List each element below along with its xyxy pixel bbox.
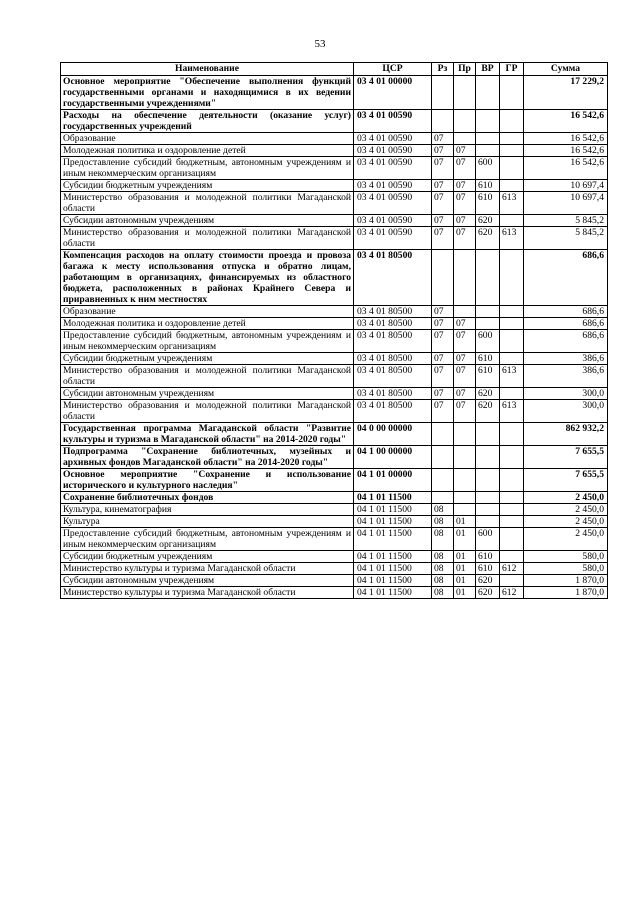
cell-sum: 7 655,5 — [524, 469, 608, 492]
cell-sum: 10 697,4 — [524, 180, 608, 192]
cell-gr — [500, 76, 524, 110]
table-row — [61, 388, 608, 400]
table-header-row — [61, 63, 608, 76]
cell-gr — [500, 551, 524, 563]
cell-pr — [454, 306, 476, 318]
cell-rz: 07 — [432, 388, 454, 400]
cell-gr — [500, 145, 524, 157]
cell-vr — [476, 306, 500, 318]
table-row — [61, 563, 608, 575]
cell-gr — [500, 446, 524, 469]
cell-csr: 03 4 01 80500 — [354, 306, 432, 318]
cell-gr — [500, 469, 524, 492]
cell-csr: 04 1 00 00000 — [354, 446, 432, 469]
cell-vr: 620 — [476, 575, 500, 587]
table-row — [61, 400, 608, 423]
cell-gr — [500, 318, 524, 330]
cell-rz: 08 — [432, 516, 454, 528]
table-row — [61, 180, 608, 192]
cell-vr: 620 — [476, 400, 500, 423]
cell-vr: 610 — [476, 563, 500, 575]
cell-vr — [476, 133, 500, 145]
cell-rz — [432, 423, 454, 446]
cell-csr: 03 4 01 80500 — [354, 330, 432, 353]
cell-name: Культура — [61, 516, 354, 528]
cell-name: Основное мероприятие "Обеспечение выполнения функций государственными органами и находящимися в их ведении государственными учреждениями" — [61, 76, 354, 110]
header-gr: ГР — [500, 63, 524, 76]
cell-sum: 5 845,2 — [524, 227, 608, 250]
cell-rz: 08 — [432, 575, 454, 587]
cell-name: Компенсация расходов на оплату стоимости проезда и провоза багажа к месту использования отпуска и обратно лицам, работающим в организациях, финансируемых из областного бюджета, расположенных в районах Крайнего Севера и приравненных к ним местностях — [61, 250, 354, 306]
cell-csr: 03 4 01 80500 — [354, 318, 432, 330]
header-name: Наименование — [61, 63, 354, 76]
cell-csr: 04 1 01 11500 — [354, 516, 432, 528]
cell-sum: 2 450,0 — [524, 516, 608, 528]
cell-csr: 03 4 01 80500 — [354, 250, 432, 306]
cell-sum: 300,0 — [524, 388, 608, 400]
cell-rz — [432, 110, 454, 133]
table-row — [61, 365, 608, 388]
cell-gr — [500, 353, 524, 365]
cell-sum: 386,6 — [524, 353, 608, 365]
cell-csr: 03 4 01 80500 — [354, 353, 432, 365]
cell-gr — [500, 306, 524, 318]
cell-name: Культура, кинематография — [61, 504, 354, 516]
cell-pr — [454, 110, 476, 133]
cell-sum: 580,0 — [524, 551, 608, 563]
table-row — [61, 110, 608, 133]
cell-sum: 580,0 — [524, 563, 608, 575]
cell-gr: 613 — [500, 227, 524, 250]
cell-csr: 03 4 01 80500 — [354, 388, 432, 400]
cell-name: Подпрограмма "Сохранение библиотечных, музейных и архивных фондов Магаданской области" на 2014-2020 годы" — [61, 446, 354, 469]
budget-table — [60, 62, 608, 599]
cell-pr: 07 — [454, 145, 476, 157]
cell-name: Министерство образования и молодежной политики Магаданской области — [61, 400, 354, 423]
cell-csr: 04 1 01 11500 — [354, 528, 432, 551]
cell-sum: 7 655,5 — [524, 446, 608, 469]
cell-sum: 16 542,6 — [524, 145, 608, 157]
table-row — [61, 492, 608, 504]
cell-sum: 686,6 — [524, 306, 608, 318]
cell-sum: 1 870,0 — [524, 587, 608, 599]
cell-gr: 612 — [500, 587, 524, 599]
cell-vr: 600 — [476, 528, 500, 551]
cell-rz — [432, 250, 454, 306]
cell-pr: 07 — [454, 157, 476, 180]
cell-csr: 04 1 01 11500 — [354, 587, 432, 599]
cell-vr: 610 — [476, 353, 500, 365]
cell-sum: 16 542,6 — [524, 110, 608, 133]
cell-pr — [454, 76, 476, 110]
table-row — [61, 227, 608, 250]
cell-rz: 07 — [432, 133, 454, 145]
cell-gr — [500, 516, 524, 528]
cell-name: Сохранение библиотечных фондов — [61, 492, 354, 504]
table-row — [61, 250, 608, 306]
table-row — [61, 446, 608, 469]
header-csr: ЦСР — [354, 63, 432, 76]
cell-csr: 04 1 01 00000 — [354, 469, 432, 492]
table-row — [61, 192, 608, 215]
cell-csr: 03 4 01 80500 — [354, 400, 432, 423]
cell-pr — [454, 446, 476, 469]
cell-gr — [500, 423, 524, 446]
cell-gr — [500, 180, 524, 192]
cell-csr: 03 4 01 00590 — [354, 180, 432, 192]
cell-gr — [500, 110, 524, 133]
cell-sum: 2 450,0 — [524, 528, 608, 551]
table-row — [61, 587, 608, 599]
cell-pr: 07 — [454, 365, 476, 388]
cell-name: Субсидии бюджетным учреждениям — [61, 551, 354, 563]
cell-rz: 07 — [432, 157, 454, 180]
cell-vr — [476, 250, 500, 306]
cell-gr — [500, 492, 524, 504]
cell-vr — [476, 469, 500, 492]
cell-name: Министерство культуры и туризма Магаданской области — [61, 587, 354, 599]
cell-pr: 01 — [454, 587, 476, 599]
cell-rz: 08 — [432, 563, 454, 575]
cell-gr: 613 — [500, 192, 524, 215]
cell-pr: 07 — [454, 330, 476, 353]
cell-rz: 08 — [432, 587, 454, 599]
cell-pr: 07 — [454, 353, 476, 365]
table-row — [61, 76, 608, 110]
cell-rz: 08 — [432, 528, 454, 551]
cell-name: Субсидии автономным учреждениям — [61, 575, 354, 587]
table-row — [61, 516, 608, 528]
cell-gr — [500, 330, 524, 353]
table-row — [61, 353, 608, 365]
cell-rz — [432, 469, 454, 492]
cell-vr — [476, 145, 500, 157]
cell-pr — [454, 492, 476, 504]
table-row — [61, 318, 608, 330]
cell-name: Субсидии бюджетным учреждениям — [61, 180, 354, 192]
cell-vr — [476, 318, 500, 330]
cell-name: Субсидии автономным учреждениям — [61, 388, 354, 400]
cell-rz: 07 — [432, 353, 454, 365]
cell-csr: 03 4 01 00590 — [354, 227, 432, 250]
table-row — [61, 423, 608, 446]
cell-name: Субсидии бюджетным учреждениям — [61, 353, 354, 365]
cell-vr — [476, 492, 500, 504]
cell-sum: 686,6 — [524, 330, 608, 353]
cell-vr: 610 — [476, 551, 500, 563]
cell-rz: 07 — [432, 318, 454, 330]
cell-rz: 07 — [432, 227, 454, 250]
cell-name: Министерство культуры и туризма Магаданской области — [61, 563, 354, 575]
cell-pr: 07 — [454, 180, 476, 192]
cell-csr: 04 1 01 11500 — [354, 575, 432, 587]
cell-vr: 620 — [476, 587, 500, 599]
cell-vr — [476, 110, 500, 133]
cell-rz — [432, 492, 454, 504]
cell-vr — [476, 423, 500, 446]
cell-vr — [476, 504, 500, 516]
header-pr: Пр — [454, 63, 476, 76]
cell-vr: 620 — [476, 388, 500, 400]
cell-rz: 07 — [432, 145, 454, 157]
cell-vr — [476, 516, 500, 528]
cell-name: Молодежная политика и оздоровление детей — [61, 318, 354, 330]
cell-csr: 03 4 01 00590 — [354, 133, 432, 145]
cell-csr: 03 4 01 00590 — [354, 192, 432, 215]
table-row — [61, 551, 608, 563]
cell-gr — [500, 388, 524, 400]
cell-sum: 10 697,4 — [524, 192, 608, 215]
cell-pr — [454, 469, 476, 492]
cell-gr: 613 — [500, 365, 524, 388]
cell-gr: 612 — [500, 563, 524, 575]
cell-rz: 07 — [432, 192, 454, 215]
cell-pr: 01 — [454, 528, 476, 551]
cell-pr: 01 — [454, 516, 476, 528]
cell-gr — [500, 157, 524, 180]
cell-csr: 04 1 01 11500 — [354, 504, 432, 516]
cell-pr: 07 — [454, 400, 476, 423]
cell-sum: 862 932,2 — [524, 423, 608, 446]
cell-name: Министерство образования и молодежной политики Магаданской области — [61, 192, 354, 215]
cell-sum: 386,6 — [524, 365, 608, 388]
cell-vr: 610 — [476, 365, 500, 388]
cell-sum: 2 450,0 — [524, 492, 608, 504]
cell-sum: 686,6 — [524, 318, 608, 330]
cell-pr — [454, 423, 476, 446]
cell-csr: 03 4 01 00590 — [354, 145, 432, 157]
cell-name: Министерство образования и молодежной политики Магаданской области — [61, 365, 354, 388]
table-row — [61, 330, 608, 353]
cell-pr: 01 — [454, 563, 476, 575]
table-row — [61, 504, 608, 516]
cell-name: Расходы на обеспечение деятельности (оказание услуг) государственных учреждений — [61, 110, 354, 133]
cell-rz: 07 — [432, 330, 454, 353]
cell-sum: 17 229,2 — [524, 76, 608, 110]
cell-vr: 610 — [476, 192, 500, 215]
header-rz: Рз — [432, 63, 454, 76]
cell-rz: 08 — [432, 551, 454, 563]
cell-csr: 03 4 01 80500 — [354, 365, 432, 388]
cell-pr — [454, 133, 476, 145]
cell-sum: 1 870,0 — [524, 575, 608, 587]
cell-pr: 07 — [454, 227, 476, 250]
cell-pr: 01 — [454, 575, 476, 587]
cell-vr — [476, 446, 500, 469]
cell-name: Предоставление субсидий бюджетным, автономным учреждениям и иным некоммерческим организациям — [61, 330, 354, 353]
cell-pr: 07 — [454, 192, 476, 215]
cell-gr — [500, 575, 524, 587]
cell-gr: 613 — [500, 400, 524, 423]
cell-name: Образование — [61, 306, 354, 318]
cell-vr: 600 — [476, 157, 500, 180]
table-row — [61, 145, 608, 157]
cell-name: Основное мероприятие "Сохранение и использование исторического и культурного наследия" — [61, 469, 354, 492]
cell-rz — [432, 446, 454, 469]
cell-rz: 07 — [432, 180, 454, 192]
cell-rz — [432, 76, 454, 110]
table-row — [61, 215, 608, 227]
cell-vr — [476, 76, 500, 110]
cell-name: Министерство образования и молодежной политики Магаданской области — [61, 227, 354, 250]
cell-name: Субсидии автономным учреждениям — [61, 215, 354, 227]
cell-csr: 04 0 00 00000 — [354, 423, 432, 446]
table-row — [61, 306, 608, 318]
cell-sum: 16 542,6 — [524, 157, 608, 180]
cell-sum: 16 542,6 — [524, 133, 608, 145]
table-row — [61, 133, 608, 145]
cell-csr: 03 4 01 00590 — [354, 215, 432, 227]
cell-name: Предоставление субсидий бюджетным, автономным учреждениям и иным некоммерческим организациям — [61, 157, 354, 180]
cell-gr — [500, 504, 524, 516]
cell-rz: 08 — [432, 504, 454, 516]
cell-pr: 07 — [454, 215, 476, 227]
table-row — [61, 157, 608, 180]
cell-pr — [454, 250, 476, 306]
cell-csr: 03 4 01 00590 — [354, 157, 432, 180]
cell-pr: 07 — [454, 318, 476, 330]
cell-gr — [500, 528, 524, 551]
cell-vr: 610 — [476, 180, 500, 192]
cell-sum: 686,6 — [524, 250, 608, 306]
cell-sum: 300,0 — [524, 400, 608, 423]
table-row — [61, 469, 608, 492]
cell-gr — [500, 250, 524, 306]
cell-csr: 04 1 01 11500 — [354, 563, 432, 575]
cell-pr — [454, 504, 476, 516]
cell-name: Образование — [61, 133, 354, 145]
cell-rz: 07 — [432, 365, 454, 388]
table-body — [61, 76, 608, 599]
cell-sum: 5 845,2 — [524, 215, 608, 227]
cell-name: Молодежная политика и оздоровление детей — [61, 145, 354, 157]
table-row — [61, 575, 608, 587]
cell-csr: 04 1 01 11500 — [354, 551, 432, 563]
cell-sum: 2 450,0 — [524, 504, 608, 516]
header-sum: Сумма — [524, 63, 608, 76]
cell-name: Государственная программа Магаданской области "Развитие культуры и туризма в Магаданской области" на 2014-2020 годы" — [61, 423, 354, 446]
cell-vr: 620 — [476, 227, 500, 250]
table-row — [61, 528, 608, 551]
cell-csr: 03 4 01 00590 — [354, 110, 432, 133]
cell-csr: 03 4 01 00000 — [354, 76, 432, 110]
cell-csr: 04 1 01 11500 — [354, 492, 432, 504]
cell-gr — [500, 133, 524, 145]
cell-name: Предоставление субсидий бюджетным, автономным учреждениям и иным некоммерческим организациям — [61, 528, 354, 551]
cell-rz: 07 — [432, 400, 454, 423]
cell-rz: 07 — [432, 306, 454, 318]
cell-vr: 600 — [476, 330, 500, 353]
cell-gr — [500, 215, 524, 227]
page-number: 53 — [314, 38, 326, 50]
cell-pr: 01 — [454, 551, 476, 563]
cell-rz: 07 — [432, 215, 454, 227]
header-vr: ВР — [476, 63, 500, 76]
cell-pr: 07 — [454, 388, 476, 400]
cell-vr: 620 — [476, 215, 500, 227]
